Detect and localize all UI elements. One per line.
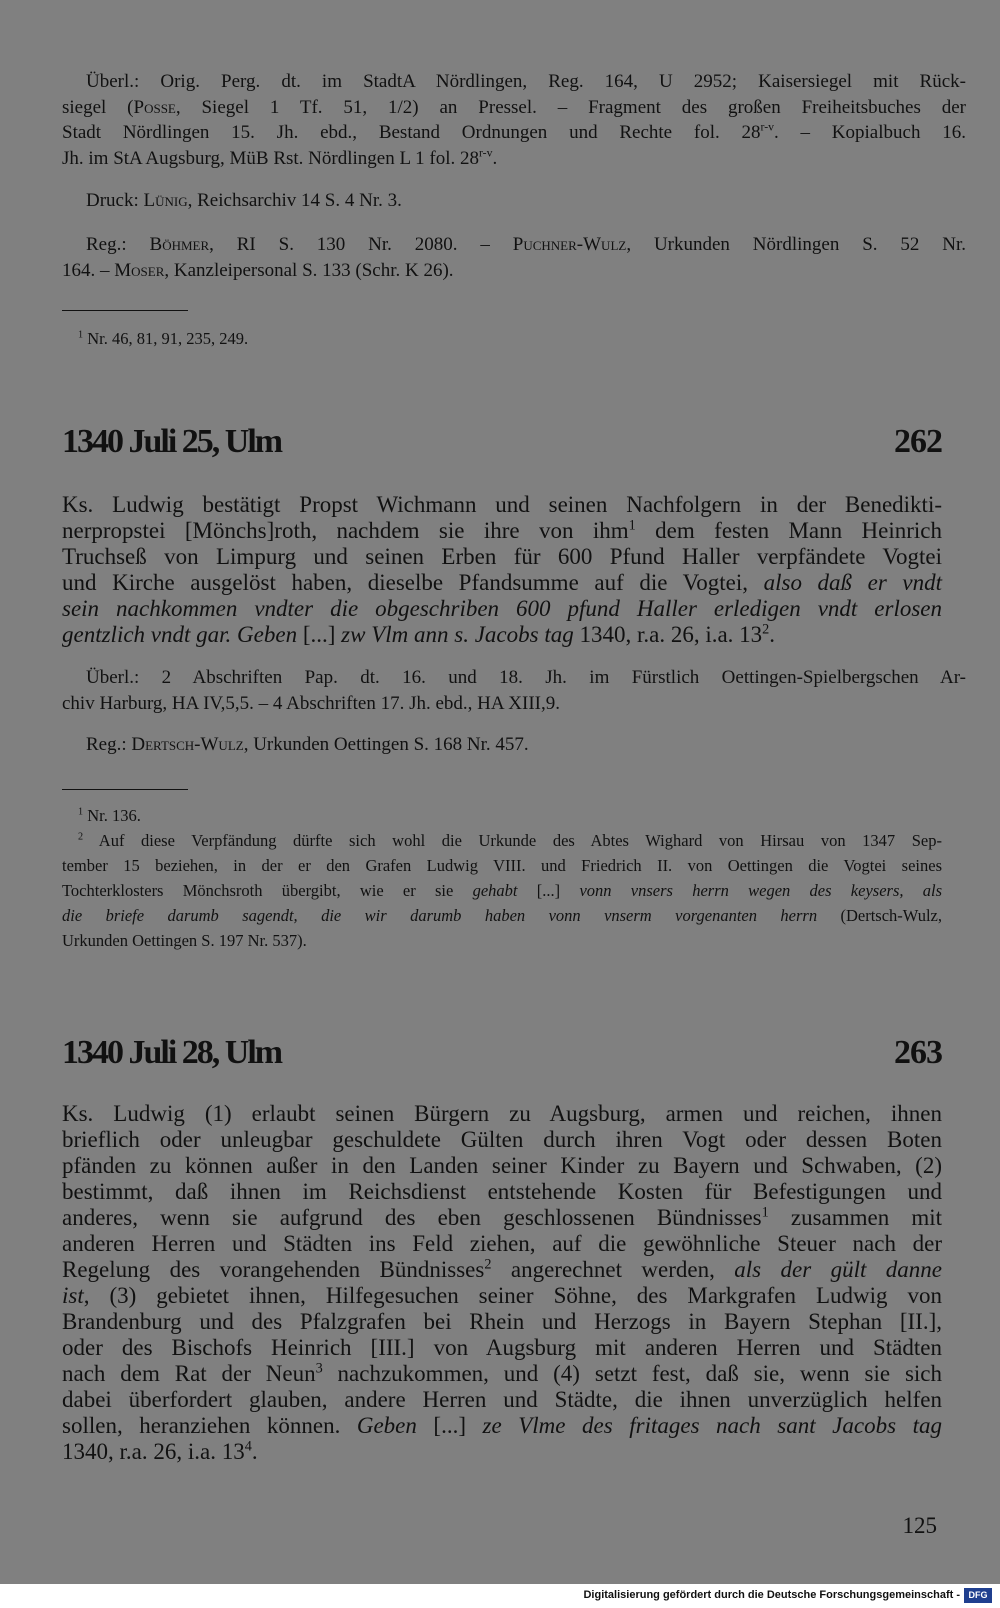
text-line: ist, (3) gebietet ihnen, Hilfegesuchen seiner Söhne, des Markgrafen Ludwig von xyxy=(62,1283,942,1308)
text-line: und Kirche ausgelöst haben, dieselbe Pfandsumme auf die Vogtei, also daß er vndt xyxy=(62,570,942,595)
reg-line xyxy=(62,732,966,758)
dfg-logo: DFG xyxy=(964,1588,992,1603)
entry-heading xyxy=(62,1034,942,1082)
druck-line xyxy=(62,188,966,214)
text-line: Reg.: Böhmer, RI S. 130 Nr. 2080. – Puchner-Wulz, Urkunden Nördlingen S. 52 Nr. xyxy=(86,234,966,255)
text-line: Regelung des vorangehenden Bündnisses$^2$ angerechnet werden, als der gült danne xyxy=(62,1256,942,1282)
entry-number: 263 xyxy=(894,1034,942,1071)
text-line: sollen, heranziehen können. Geben [...] ze Vlme des fritages nach sant Jacobs tag xyxy=(62,1413,942,1438)
text-line: nerpropstei [Mönchs]roth, nachdem sie ihre von ihm$^1$ dem festen Mann Heinrich xyxy=(62,517,942,543)
text-line: gentzlich vndt gar. Geben [...] zw Vlm ann s. Jacobs tag 1340, r.a. 26, i.a. $13^2$. xyxy=(62,621,776,647)
text-line: Überl.: 2 Abschriften Pap. dt. 16. und 18. Jh. im Fürstlich Oettingen-Spielbergschen Ar- xyxy=(86,667,966,688)
regest-text xyxy=(62,492,942,648)
text-line: Druck: Lünig, Reichsarchiv 14 S. 4 Nr. 3. xyxy=(86,190,402,211)
text-line: 1340, r.a. 26, i.a. $13^4$. xyxy=(62,1438,258,1464)
footnote-line: $^2$ Auf diese Verpfändung dürfte sich wohl die Urkunde des Abtes Wighard von Hirsau von 1347 Sep- xyxy=(78,831,942,850)
text-line: bestimmt, daß ihnen im Reichsdienst entstehende Kosten für Befestigungen und xyxy=(62,1179,942,1204)
text-line: Ks. Ludwig bestätigt Propst Wichmann und seinen Nachfolgern in der Benedikti- xyxy=(62,492,942,517)
footnote-line: Tochterklosters Mönchsroth übergibt, wie er sie gehabt [...] vonn vnsers herrn wegen des keysers, als xyxy=(62,881,943,900)
text-line: pfänden zu können außer in den Landen seiner Kinder zu Bayern und Schwaben, (2) xyxy=(62,1153,942,1178)
ueberl-block xyxy=(62,665,966,716)
text-line: nach dem Rat der Neun$^3$ nachzukommen, und (4) setzt fest, daß sie, wenn sie sich xyxy=(62,1360,942,1386)
text-line: sein nachkommen vndter die obgeschriben 600 pfund Haller erledigen vndt erlosen xyxy=(62,596,942,621)
text-line: anderen Herren und Städten ins Feld ziehen, auf die gewöhnliche Steuer nach der xyxy=(62,1231,942,1256)
footnote-divider xyxy=(62,789,188,790)
entry-date: 1340 Juli 25, Ulm xyxy=(62,423,282,460)
text-line: dabei überfordert glauben, andere Herren und Städte, die ihnen unverzüglich helfen xyxy=(62,1387,942,1412)
text-line: 164. – Moser, Kanzleipersonal S. 133 (Schr. K 26). xyxy=(62,259,454,281)
reg-block xyxy=(62,232,966,283)
footnote-line: die briefe darumb sagendt, die wir darumb haben vonn vnserm vorgenanten herrn (Dertsch-Wulz, xyxy=(62,906,942,925)
page-number: 125 xyxy=(902,1513,937,1538)
footnote xyxy=(78,326,958,351)
entry-date: 1340 Juli 28, Ulm xyxy=(62,1034,282,1071)
text-line: chiv Harburg, HA IV,5,5. – 4 Abschriften 17. Jh. ebd., HA XIII,9. xyxy=(62,692,560,714)
text-line: Überl.: Orig. Perg. dt. im StadtA Nördlingen, Reg. 164, U 2952; Kaisersiegel mit Rück- xyxy=(86,71,966,92)
text-line: siegel (Posse, Siegel 1 Tf. 51, 1/2) an Pressel. – Fragment des großen Freiheitsbuches der xyxy=(62,96,966,118)
text-line: Brandenburg und des Pfalzgrafen bei Rhein und Herzogs in Bayern Stephan [II.], xyxy=(62,1309,942,1334)
footer-bar xyxy=(0,1584,1000,1608)
footnote-line: tember 15 beziehen, in der er den Grafen Ludwig VIII. und Friedrich II. von Oettingen die Vogtei seines xyxy=(62,856,942,875)
funding-credit: Digitalisierung gefördert durch die Deutsche Forschungsgemeinschaft - xyxy=(583,1589,960,1601)
text-line: Ks. Ludwig (1) erlaubt seinen Bürgern zu Augsburg, armen und reichen, ihnen xyxy=(62,1101,942,1126)
entry-heading xyxy=(62,423,942,471)
footnote-line: $^1$ Nr. 46, 81, 91, 235, 249. xyxy=(78,329,249,348)
entry-number: 262 xyxy=(894,423,942,460)
text-line: oder des Bischofs Heinrich [III.] von Augsburg mit anderen Herren und Städten xyxy=(62,1335,942,1360)
text-line: Reg.: Dertsch-Wulz, Urkunden Oettingen S. 168 Nr. 457. xyxy=(86,734,529,755)
footnote-line: Urkunden Oettingen S. 197 Nr. 537). xyxy=(62,931,307,950)
footnote-divider xyxy=(62,310,188,311)
footnote-line: $^1$ Nr. 136. xyxy=(78,806,141,825)
ueberl-block xyxy=(62,69,966,171)
footnotes xyxy=(62,803,942,953)
text-line: anderes, wenn sie aufgrund des eben geschlossenen Bündnisses$^1$ zusammen mit xyxy=(62,1204,943,1230)
text-line: Truchseß von Limpurg und seinen Erben für 600 Pfund Haller verpfändete Vogtei xyxy=(62,544,942,569)
text-line: Jh. im StA Augsburg, MüB Rst. Nördlingen L 1 fol. 28$^{r-v}$. xyxy=(62,146,498,169)
text-line: brieflich oder unleugbar geschuldete Gülten durch ihren Vogt oder dessen Boten xyxy=(62,1127,942,1152)
text-line: Stadt Nördlingen 15. Jh. ebd., Bestand Ordnungen und Rechte fol. 28$^{r-v}$. – Kopialbuch 16. xyxy=(62,120,966,143)
regest-text xyxy=(62,1101,942,1465)
